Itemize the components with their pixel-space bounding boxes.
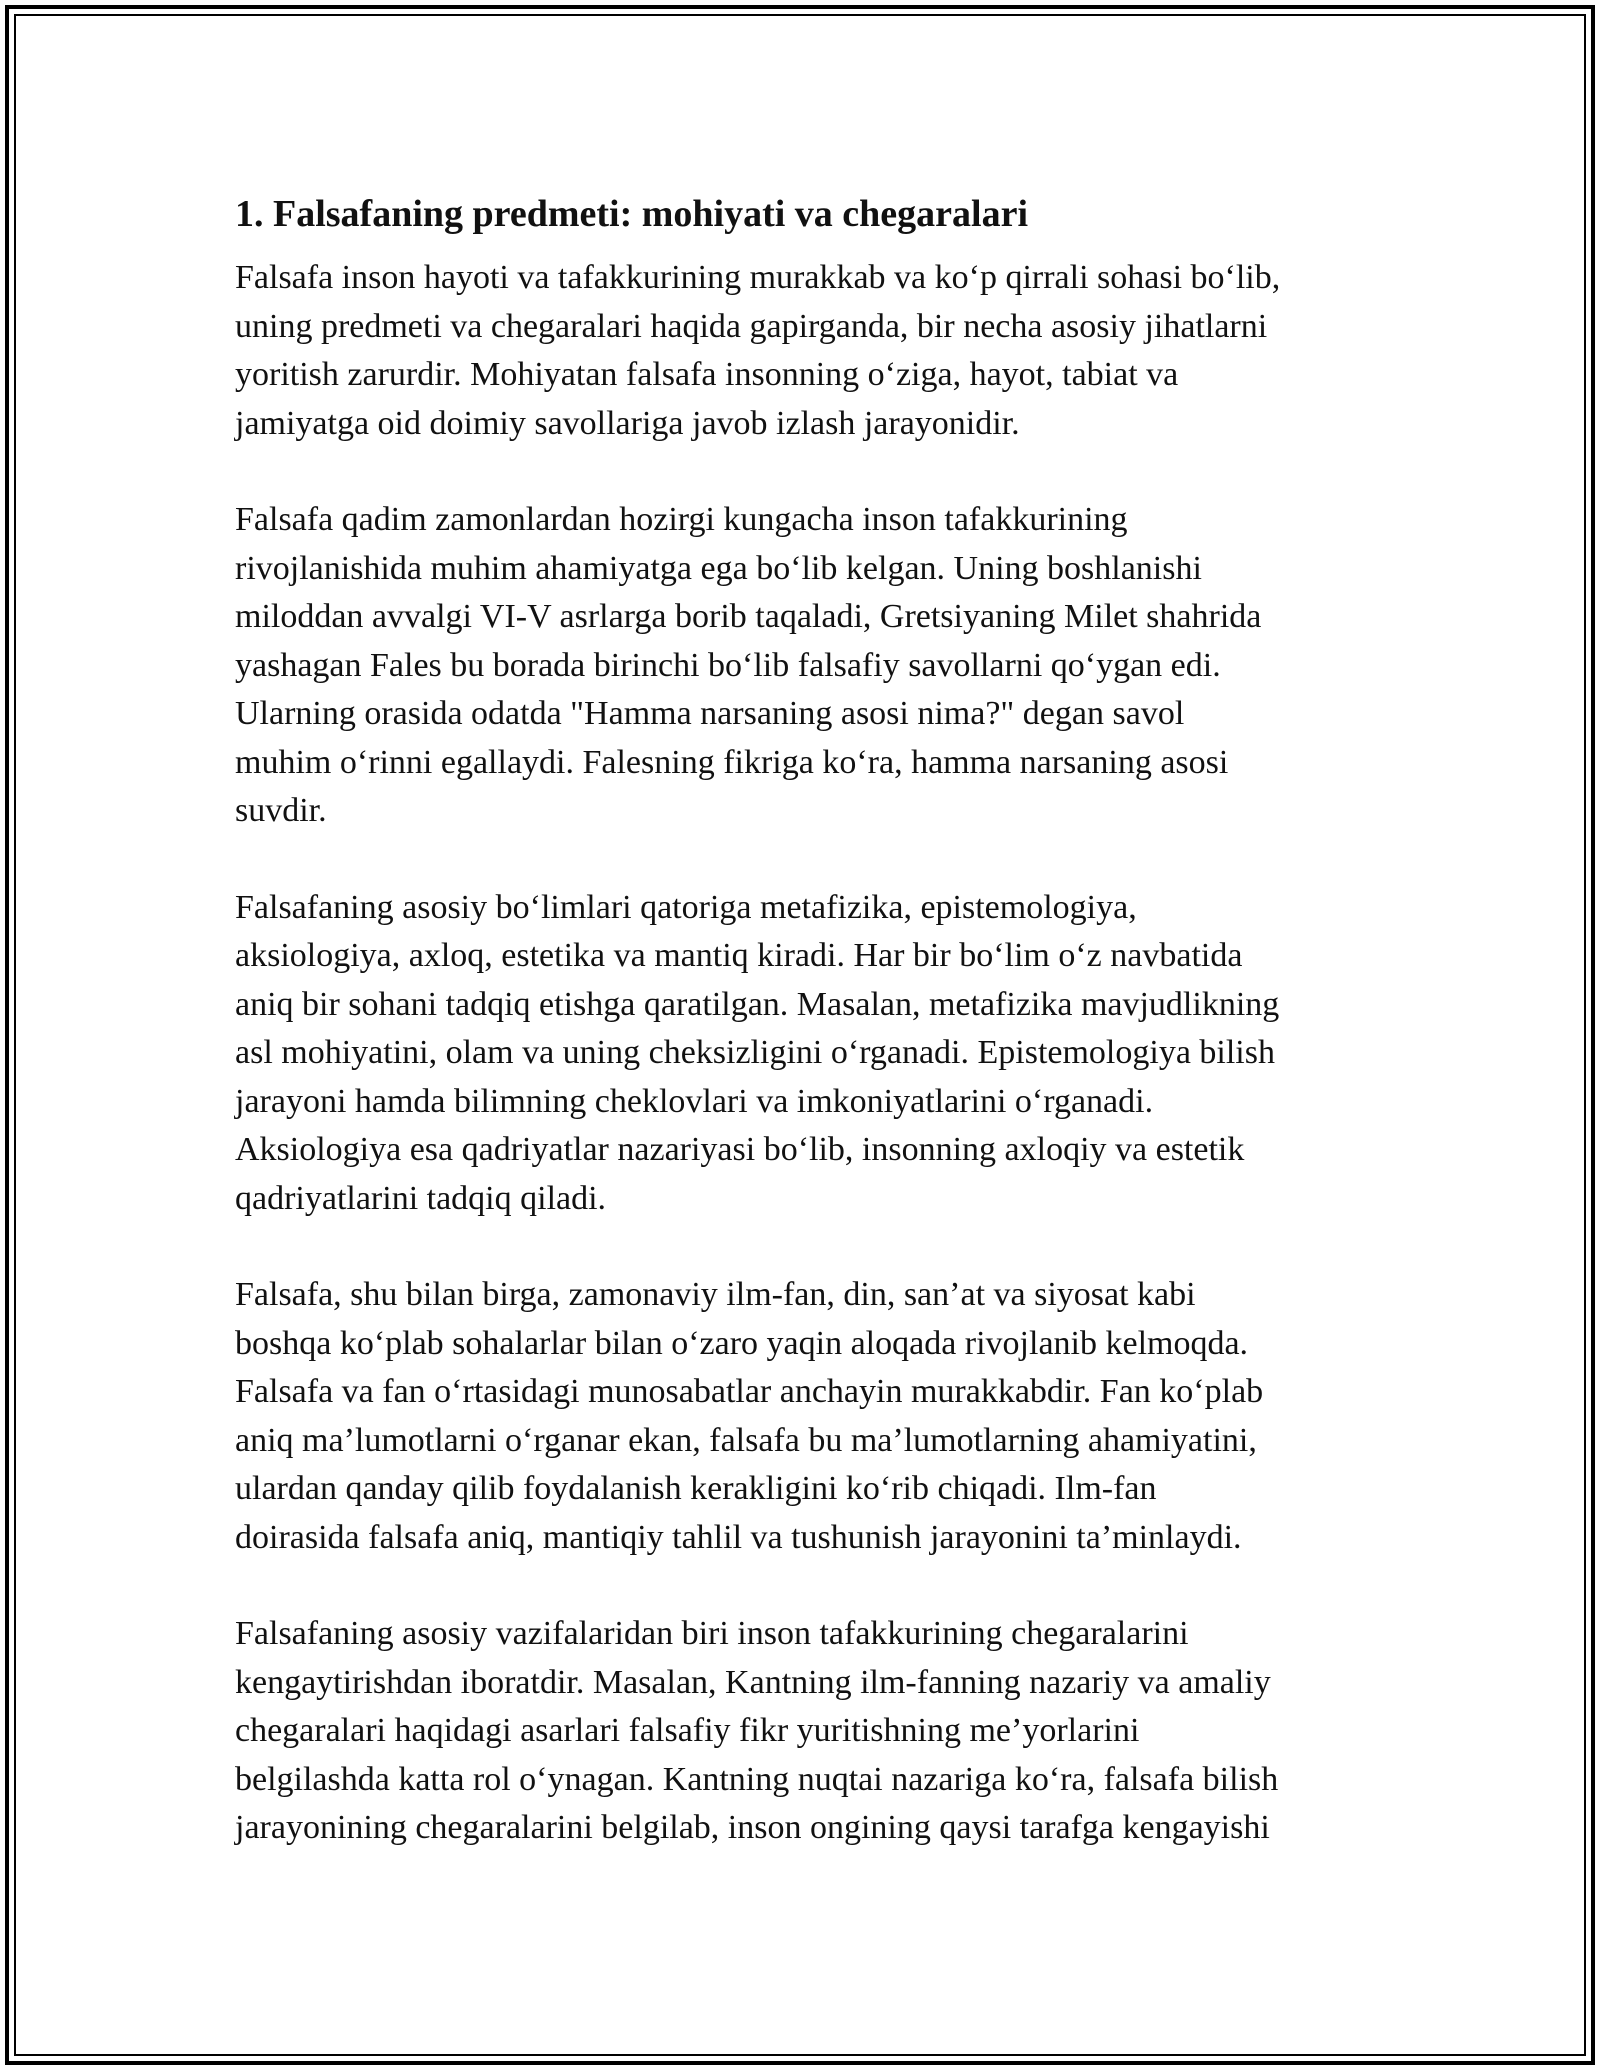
paragraph-line: aniq ma’lumotlarni o‘rganar ekan, falsafa bu ma’lumotlarning ahamiyatini, [235, 1421, 1257, 1459]
paragraph-line: chegaralari haqidagi asarlari falsafiy fikr yuritishning me’yorlarini [235, 1712, 1140, 1749]
paragraph-line: Falsafa, shu bilan birga, zamonaviy ilm-fan, din, san’at va siyosat kabi [235, 1276, 1196, 1313]
paragraph [235, 1271, 1385, 1562]
paragraph-line: rivojlanishida muhim ahamiyatga ega bo‘lib kelgan. Uning boshlanishi [235, 549, 1202, 587]
paragraph-line: asl mohiyatini, olam va uning cheksizligini o‘rganadi. Epistemologiya bilish [235, 1034, 1275, 1071]
paragraph-line: jarayonining chegaralarini belgilab, inson ongining qaysi tarafga kengayishi [235, 1809, 1270, 1846]
paragraph-line: aksiologiya, axloq, estetika va mantiq kiradi. Har bir bo‘lim o‘z navbatida [235, 937, 1243, 974]
section-heading: 1. Falsafaning predmeti: mohiyati va chegaralari [235, 193, 1029, 235]
paragraph-line: Falsafaning asosiy bo‘limlari qatoriga metafizika, epistemologiya, [235, 888, 1137, 926]
paragraph-line: uning predmeti va chegaralari haqida gapirganda, bir necha asosiy jihatlarni [235, 307, 1268, 345]
paragraph-line: jarayoni hamda bilimning cheklovlari va imkoniyatlarini o‘rganadi. [235, 1082, 1154, 1120]
document-body [235, 186, 1385, 1901]
paragraph-line: doirasida falsafa aniq, mantiqiy tahlil va tushunish jarayonini ta’minlaydi. [235, 1518, 1242, 1556]
paragraph-line: yoritish zarurdir. Mohiyatan falsafa insonning o‘ziga, hayot, tabiat va [235, 356, 1179, 393]
paragraph-line: muhim o‘rinni egallaydi. Falesning fikriga ko‘ra, hamma narsaning asosi [235, 743, 1229, 781]
paragraph [235, 1610, 1385, 1853]
paragraph-line: kengaytirishdan iboratdir. Masalan, Kantning ilm-fanning nazariy va amaliy [235, 1663, 1271, 1701]
paragraph-line: aniq bir sohani tadqiq etishga qaratilgan. Masalan, metafizika mavjudlikning [235, 985, 1280, 1023]
paragraph-line: Aksiologiya esa qadriyatlar nazariyasi bo‘lib, insonning axloqiy va estetik [235, 1131, 1245, 1168]
paragraph-line: Falsafaning asosiy vazifalaridan biri inson tafakkurining chegaralarini [235, 1615, 1189, 1652]
paragraph-line: qadriyatlarini tadqiq qiladi. [235, 1179, 607, 1217]
paragraph [235, 496, 1385, 836]
paragraph-line: Falsafa inson hayoti va tafakkurining murakkab va ko‘p qirrali sohasi bo‘lib, [235, 259, 1281, 296]
paragraph-line: yashagan Fales bu borada birinchi bo‘lib falsafiy savollarni qo‘ygan edi. [235, 646, 1221, 684]
paragraph-line: Ularning orasida odatda "Hamma narsaning asosi nima?" degan savol [235, 695, 1185, 732]
paragraph-line: miloddan avvalgi VI-V asrlarga borib taqaladi, Gretsiyaning Milet shahrida [235, 598, 1262, 635]
paragraph [235, 254, 1385, 448]
paragraph-line: jamiyatga oid doimiy savollariga javob izlash jarayonidir. [235, 404, 1020, 442]
paragraph-line: boshqa ko‘plab sohalarlar bilan o‘zaro yaqin aloqada rivojlanib kelmoqda. [235, 1324, 1249, 1362]
paragraph-line: ulardan qanday qilib foydalanish kerakligini ko‘rib chiqadi. Ilm-fan [235, 1470, 1157, 1507]
paragraph-line: Falsafa va fan o‘rtasidagi munosabatlar anchayin murakkabdir. Fan ko‘plab [235, 1373, 1264, 1410]
paragraph-list [235, 254, 1385, 1853]
paragraph-line: belgilashda katta rol o‘ynagan. Kantning nuqtai nazariga ko‘ra, falsafa bilish [235, 1760, 1279, 1798]
paragraph-line: Falsafa qadim zamonlardan hozirgi kungacha inson tafakkurining [235, 501, 1128, 538]
paragraph-line: suvdir. [235, 792, 327, 829]
paragraph [235, 884, 1385, 1224]
